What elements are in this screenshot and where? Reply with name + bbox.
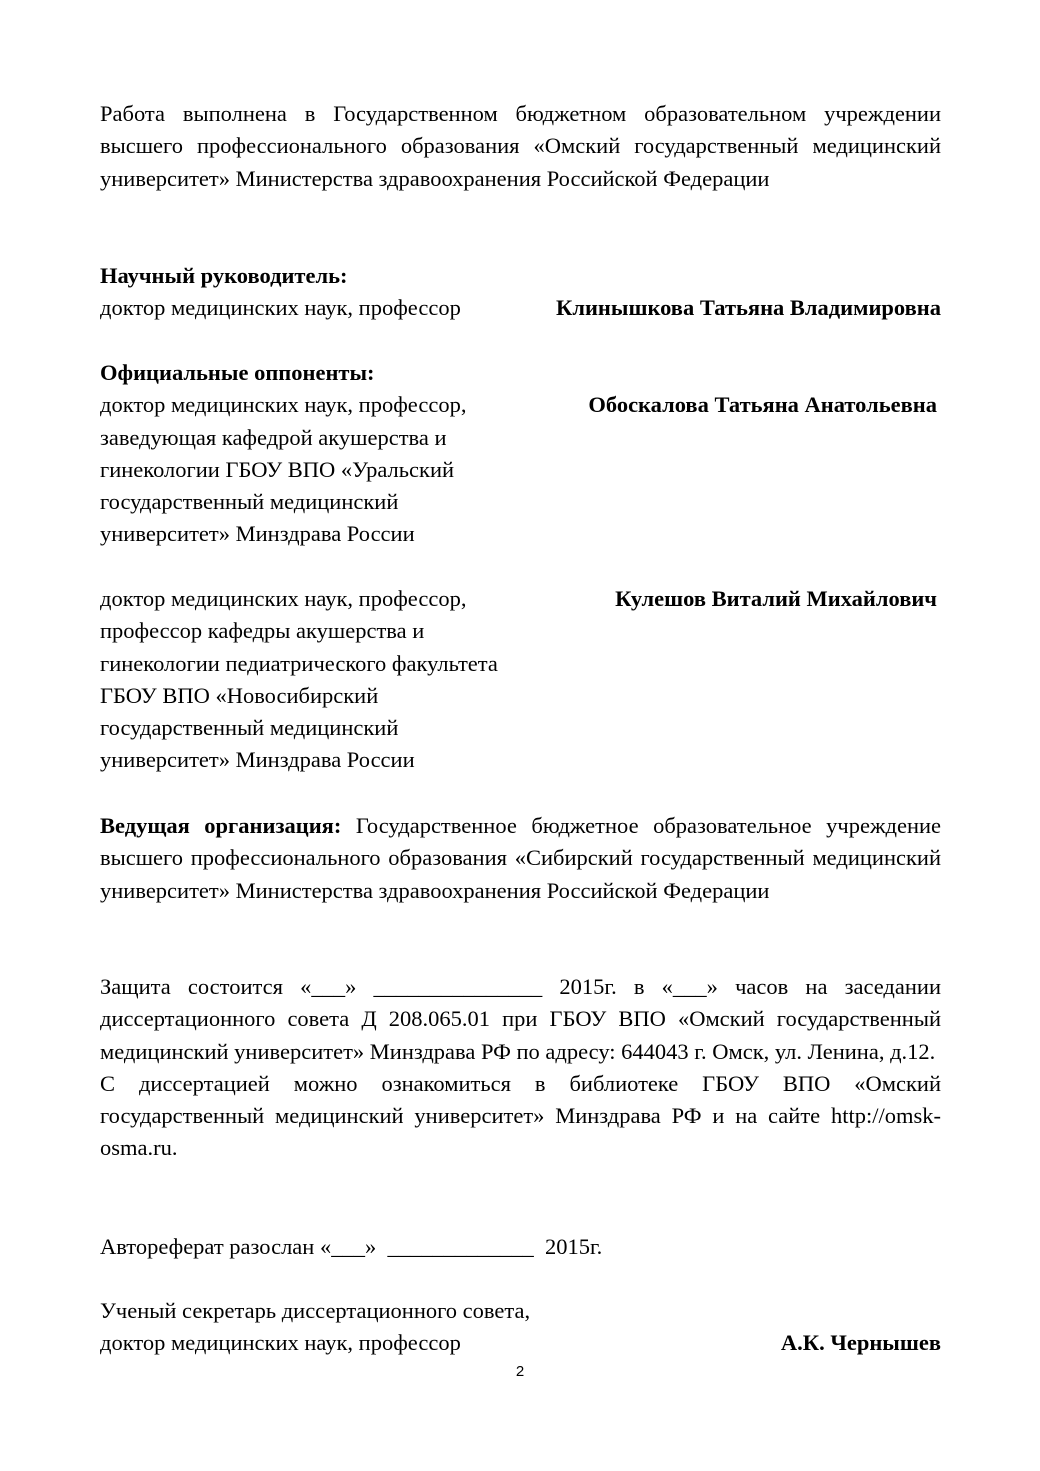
affiliation-line: университет» Минздрава России bbox=[100, 521, 415, 547]
affiliation-line: государственный медицинский bbox=[100, 489, 399, 515]
defense-paragraph: Защита состоится «___» _______________ 2015г. в «___» часов на заседании диссертационного совета Д 208.065.01 при ГБОУ ВПО «Омский государственный медицинский университет» Минздрава РФ по адресу: 644043 г. Омск, ул. Ленина, д.12. bbox=[100, 974, 941, 1064]
supervisor-name: Клинышкова Татьяна Владимировна bbox=[556, 295, 941, 321]
intro-paragraph: Работа выполнена в Государственном бюджетном образовательном учреждении высшего профессионального образования «Омский государственный медицинский университет» Министерства здравоохранения Российской Федерации bbox=[100, 101, 941, 191]
affiliation-line: доктор медицинских наук, профессор, bbox=[100, 586, 467, 611]
lead-organization-text: Государственное бюджетное образовательное учреждение высшего профессионального образования «Сибирский государственный медицинский университет» Министерства здравоохранения Российской Федерации bbox=[100, 813, 942, 903]
secretary-name: А.К. Чернышев bbox=[780, 1330, 941, 1356]
supervisor-section bbox=[100, 260, 941, 325]
affiliation-line: ГБОУ ВПО «Новосибирский bbox=[100, 682, 379, 708]
lead-organization-paragraph bbox=[100, 810, 941, 907]
secretary-line-1: Ученый секретарь диссертационного совета, bbox=[100, 1298, 531, 1323]
opponents-heading: Официальные оппоненты: bbox=[100, 360, 375, 385]
affiliation-line: университет» Минздрава России bbox=[100, 747, 415, 773]
opponents-section bbox=[100, 357, 941, 551]
library-paragraph: С диссертацией можно ознакомиться в библиотеке ГБОУ ВПО «Омский государственный медицинский университет» Минздрава РФ и на сайте http://omsk-osma.ru. bbox=[100, 1070, 941, 1161]
defense-section bbox=[100, 971, 941, 1165]
page-number: 2 bbox=[515, 1363, 525, 1380]
affiliation-line: государственный медицинский bbox=[100, 715, 399, 741]
affiliation-line: заведующая кафедрой акушерства и bbox=[100, 424, 447, 450]
supervisor-heading: Научный руководитель: bbox=[100, 263, 348, 288]
opponent-1-name: Обоскалова Татьяна Анатольевна bbox=[588, 392, 937, 417]
affiliation-line: гинекологии педиатрического факультета bbox=[100, 650, 498, 676]
affiliation-line: доктор медицинских наук, профессор, bbox=[100, 392, 467, 418]
affiliation-line: гинекологии ГБОУ ВПО «Уральский bbox=[100, 456, 455, 482]
affiliation-line: профессор кафедры акушерства и bbox=[100, 618, 425, 644]
sent-date-line: Автореферат разослан «___» _____________ 2015г. bbox=[100, 1234, 603, 1259]
opponent-2-name: Кулешов Виталий Михайлович bbox=[615, 586, 937, 611]
secretary-line-2: доктор медицинских наук, профессор bbox=[100, 1330, 461, 1356]
secretary-section bbox=[100, 1295, 941, 1360]
supervisor-title: доктор медицинских наук, профессор bbox=[100, 295, 461, 321]
lead-organization-label: Ведущая организация: bbox=[100, 813, 342, 838]
